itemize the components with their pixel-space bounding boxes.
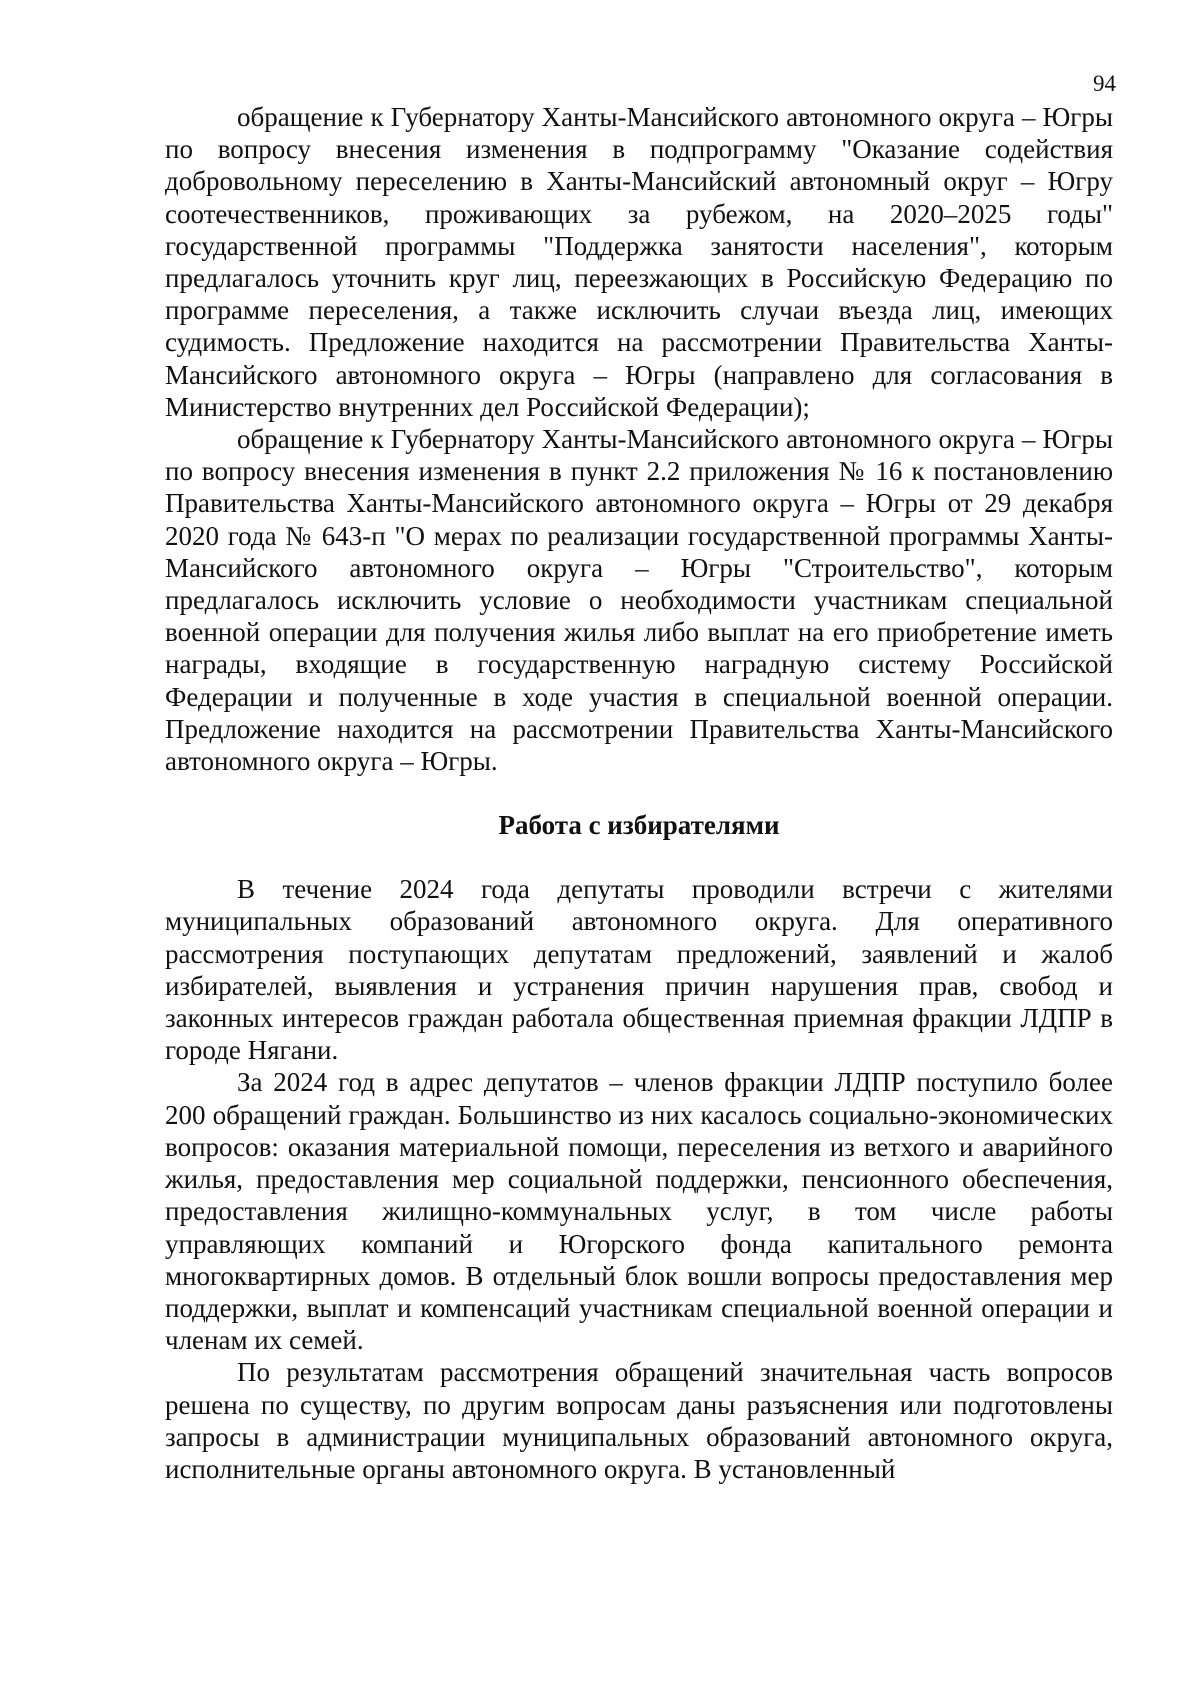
paragraph-appeals-results: По результатам рассмотрения обращений значительная часть вопросов решена по существу, по другим вопросам даны разъяснения или подготовлены запросы в администрации муниципальных образований автономного округа, исполнительные органы автономного округа. В установленный <box>165 1357 1113 1484</box>
paragraph-meetings-with-residents: В течение 2024 года депутаты проводили встречи с жителями муниципальных образований автономного округа. Для оперативного рассмотрения поступающих депутатам предложений, заявлений и жалоб избирателей, выявления и устранения причин нарушения прав, свобод и законных интересов граждан работала общественная приемная фракции ЛДПР в городе Нягани. <box>165 874 1113 1066</box>
paragraph-appeal-resettlement-program: обращение к Губернатору Ханты-Мансийского автономного округа – Югры по вопросу внесения изменения в подпрограмму "Оказание содействия добровольному переселению в Ханты-Мансийский автономный округ – Югру соотечественников, проживающих за рубежом, на 2020–2025 годы" государственной программы "Поддержка занятости населения", которым предлагалось уточнить круг лиц, переезжающих в Российскую Федерацию по программе переселения, а также исключить случаи въезда лиц, имеющих судимость. Предложение находится на рассмотрении Правительства Ханты-Мансийского автономного округа – Югры (направлено для согласования в Министерство внутренних дел Российской Федерации); <box>165 102 1113 422</box>
paragraph-citizen-appeals-count: За 2024 год в адрес депутатов – членов фракции ЛДПР поступило более 200 обращений граждан. Большинство из них касалось социально-экономических вопросов: оказания материальной помощи, переселения из ветхого и аварийного жилья, предоставления мер социальной поддержки, пенсионного обеспечения, предоставления жилищно-коммунальных услуг, в том числе работы управляющих компаний и Югорского фонда капитального ремонта многоквартирных домов. В отдельный блок вошли вопросы предоставления мер поддержки, выплат и компенсаций участникам специальной военной операции и членам их семей. <box>165 1067 1113 1356</box>
section-heading-work-with-voters: Работа с избирателями <box>498 810 780 841</box>
page-number: 94 <box>1093 71 1116 96</box>
paragraph-appeal-construction-program: обращение к Губернатору Ханты-Мансийского автономного округа – Югры по вопросу внесения изменения в пункт 2.2 приложения № 16 к постановлению Правительства Ханты-Мансийского автономного округа – Югры от 29 декабря 2020 года № 643-п "О мерах по реализации государственной программы Ханты-Мансийского автономного округа – Югры "Строительство", которым предлагалось исключить условие о необходимости участникам специальной военной операции для получения жилья либо выплат на его приобретение иметь награды, входящие в государственную наградную систему Российской Федерации и полученные в ходе участия в специальной военной операции. Предложение находится на рассмотрении Правительства Ханты-Мансийского автономного округа – Югры. <box>165 424 1113 777</box>
document-body <box>165 101 1113 1485</box>
